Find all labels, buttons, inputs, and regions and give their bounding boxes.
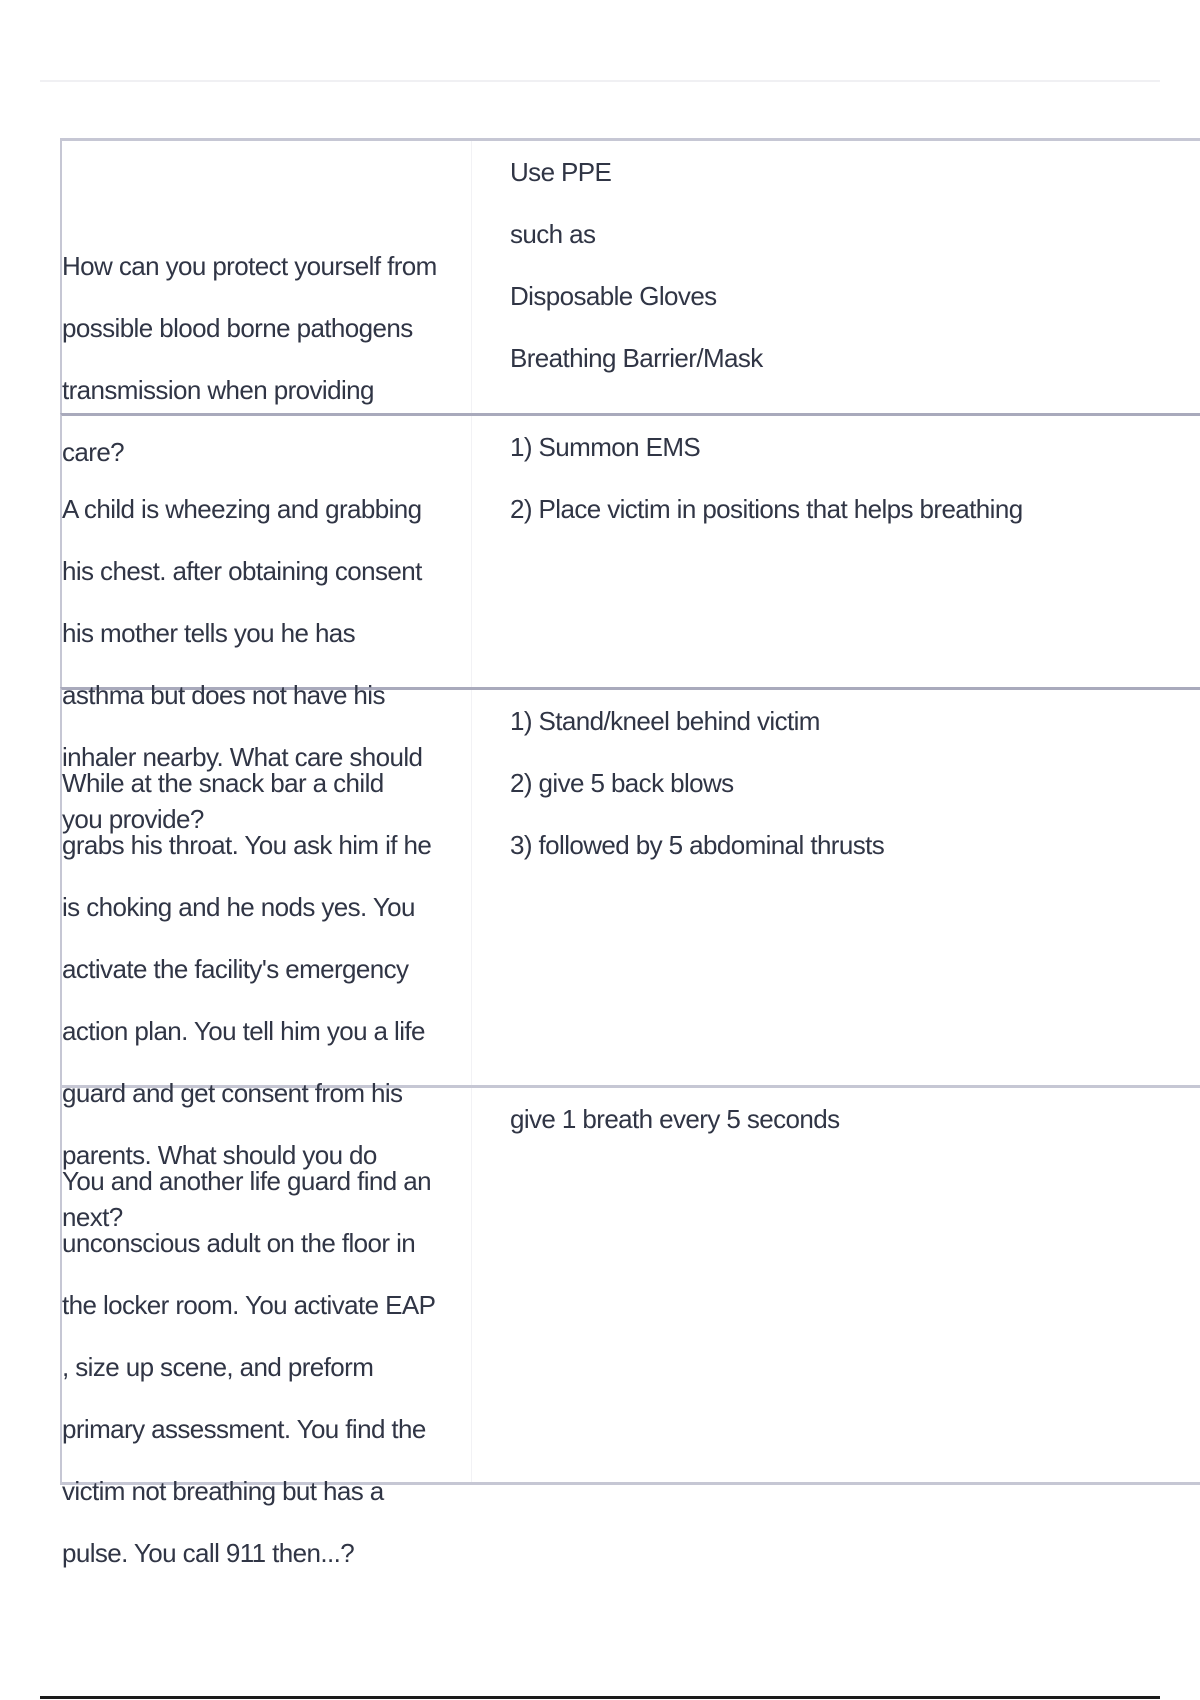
definition-line: 1) Summon EMS: [510, 432, 701, 462]
definition-line: Disposable Gloves: [510, 281, 717, 311]
definition-line: 2) give 5 back blows: [510, 768, 734, 798]
definition-line: such as: [510, 219, 596, 249]
card-term-text: How can you protect yourself from possible blood borne pathogens transmission when providing care?: [62, 251, 437, 467]
card-term-text: You and another life guard find an unconscious adult on the floor in the locker room. You activate EAP , size up scene, and preform primary assessment. You find the victim not breathing but has a pulse. You call 911 then...?: [62, 1166, 435, 1568]
top-divider: [40, 80, 1160, 82]
definition-line: Breathing Barrier/Mask: [510, 343, 763, 373]
definition-line: 2) Place victim in positions that helps breathing: [510, 494, 1023, 524]
flashcard-table: [60, 138, 1200, 1568]
card-definition: [472, 416, 1200, 687]
card-definition: [472, 141, 1200, 413]
card-term-text: A child is wheezing and grabbing his chest. after obtaining consent his mother tells you he has asthma but does not have his inhaler nearby. What care should you provide?: [62, 494, 423, 834]
card-term: [62, 141, 472, 467]
definition-line: Use PPE: [510, 157, 612, 187]
card-term: [62, 690, 472, 1232]
flashcard-row: [60, 1085, 1200, 1568]
card-term-text: While at the snack bar a child grabs his throat. You ask him if he is choking and he nods yes. You activate the facility's emergency action plan. You tell him you a life guard and get consent from his parents. What should you do next?: [62, 768, 432, 1232]
definition-line: give 1 breath every 5 seconds: [510, 1104, 840, 1134]
card-term: [62, 1088, 472, 1568]
card-definition: [472, 690, 1200, 1085]
card-term: [62, 416, 472, 834]
bottom-divider: [40, 1696, 1160, 1699]
definition-line: 1) Stand/kneel behind victim: [510, 706, 820, 736]
card-definition: [472, 1088, 1200, 1482]
definition-line: 3) followed by 5 abdominal thrusts: [510, 830, 885, 860]
